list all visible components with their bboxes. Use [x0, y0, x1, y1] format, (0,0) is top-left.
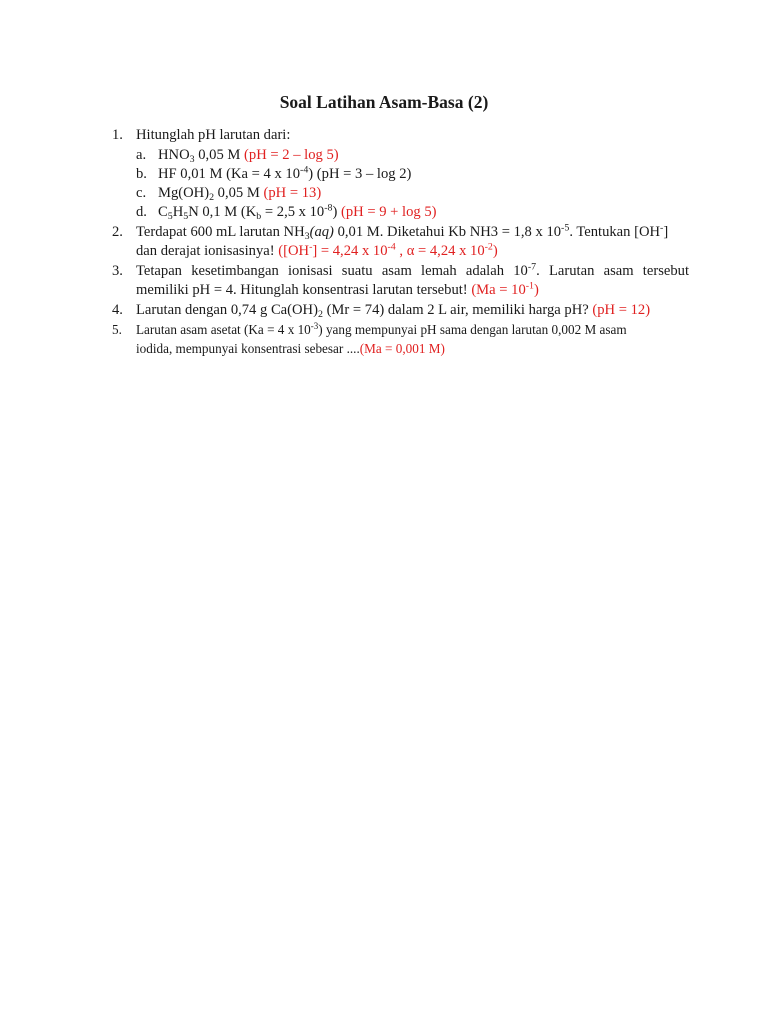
subitem-label: c.	[136, 185, 147, 201]
answer: $(Ma = 10^{-1})$	[471, 280, 539, 298]
subitem-text: $C_5H_5N$ 0,1 M ($K_b = 2,5$ x $10^{-8}$) (pH = 9 + log 5)	[158, 202, 437, 222]
page-title: Soal Latihan Asam-Basa (2)	[279, 92, 489, 112]
question-text: dan derajat ionisasinya! ([OH-] = 4,24 x $10^{-4}$ , α = 4,24 x $10^{-2}$)	[136, 241, 498, 259]
answer: (Ma = 0,001 M)	[359, 341, 445, 356]
answer: (pH = 9 + log 5)	[341, 204, 437, 220]
subitem-label: d.	[136, 204, 147, 220]
answer: (pH = 12)	[592, 302, 651, 318]
subitem-label: b.	[136, 166, 147, 182]
question-text: Tetapan kesetimbangan ionisasi suatu asam lemah adalah $10^{-7}$. Larutan asam tersebut	[136, 261, 690, 279]
question-number: 4.	[112, 302, 123, 318]
subitem-text: HF 0,01 M (Ka = 4 x $10^{-4}$) (pH = 3 – log 2)	[158, 164, 412, 182]
question-number: 1.	[112, 127, 123, 143]
answer: ([OH-] = 4,24 x $10^{-4}$ , α = 4,24 x $10^{-2}$)	[278, 241, 498, 259]
question-text: iodida, mempunyai konsentrasi sebesar ....(Ma = 0,001 M)	[136, 341, 445, 356]
question-text: Larutan dengan 0,74 g $Ca(OH)_2$ (Mr = 74) dalam 2 L air, memiliki harga pH? (pH = 12)	[136, 302, 651, 320]
question-text: Hitunglah pH larutan dari:	[136, 127, 291, 143]
question-text: Terdapat 600 mL larutan $NH_3(aq)$ 0,01 M. Diketahui Kb NH3 = 1,8 x $10^{-5}$. Tentukan [OH-]	[136, 222, 669, 242]
answer: (pH = 13)	[263, 185, 322, 201]
question-number: 2.	[112, 224, 123, 240]
question-number: 5.	[112, 322, 122, 337]
question-number: 3.	[112, 263, 123, 279]
question-text: memiliki pH = 4. Hitunglah konsentrasi larutan tersebut! $(Ma = 10^{-1})$	[136, 280, 539, 298]
question-text: Larutan asam asetat (Ka = 4 x $10^{-3}$) yang mempunyai pH sama dengan larutan 0,002 M asam	[136, 321, 627, 337]
subitem-text: $Mg(OH)_2$ 0,05 M (pH = 13)	[158, 185, 322, 203]
subitem-label: a.	[136, 147, 147, 163]
subitem-text: $HNO_3$ 0,05 M (pH = 2 – log 5)	[158, 147, 339, 165]
answer: (pH = 2 – log 5)	[244, 147, 339, 163]
